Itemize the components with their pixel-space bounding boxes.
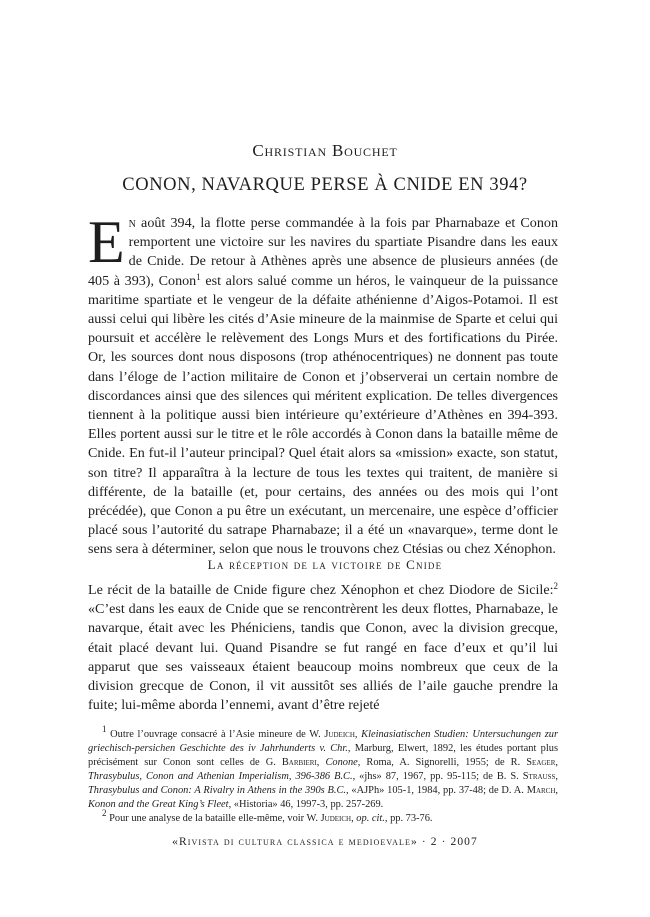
fn-work-title: Thrasybulus, Conon and Athenian Imperialism, 396-386 B.C.: [88, 771, 353, 782]
fn-text: Outre l’ouvrage consacré à l’Asie mineure de W.: [106, 729, 325, 740]
footnote-1: [88, 724, 558, 812]
fn-text: , «AJPh» 105-1, 1984, pp. 37-48; de D. A.: [346, 785, 527, 796]
footnote-mark: 1: [102, 724, 107, 734]
running-footer: «Rivista di cultura classica e medioevale» · 2 · 2007: [172, 836, 478, 848]
fn-text: Pour une analyse de la bataille elle-même, voir W.: [106, 813, 321, 824]
fn-author: Judeich: [324, 729, 355, 740]
fn-text: ,: [354, 729, 362, 740]
fn-author: Strauss: [522, 771, 556, 782]
section-text-a: Le récit de la bataille de Cnide figure chez Xénophon et chez Diodore de Sicile:: [88, 582, 554, 598]
opening-smallcaps: n: [128, 215, 136, 231]
drop-cap: E: [88, 209, 125, 275]
article-title: CONON, NAVARQUE PERSE À CNIDE EN 394?: [122, 175, 528, 195]
footnote-mark: 2: [102, 808, 107, 818]
fn-author: Seager: [526, 757, 556, 768]
fn-text: ,: [555, 757, 558, 768]
fn-text: ,: [351, 813, 357, 824]
fn-text: , pp. 73-76.: [384, 813, 433, 824]
fn-text: , «jhs» 87, 1967, pp. 95-115; de B. S.: [352, 771, 523, 782]
fn-work-title: Thrasybulus and Conon: A Rivalry in Athens in the 390s B.C.: [88, 785, 346, 796]
fn-text: , Roma, A. Signorelli, 1955; de R.: [357, 757, 527, 768]
author-name: Christian Bouchet: [252, 141, 398, 160]
intro-paragraph: [88, 209, 558, 560]
fn-text: ,: [316, 757, 326, 768]
fn-text: , «Historia» 46, 1997-3, pp. 257-269.: [228, 799, 384, 810]
fn-text: , Marburg, Elwert, 1892, les études portant plus précisément sur Conon sont celles de G.: [88, 743, 558, 768]
footnotes: [88, 724, 558, 826]
footnote-2: [88, 808, 558, 826]
fn-work-title: Conone: [325, 757, 358, 768]
fn-text: ,: [555, 771, 558, 782]
fn-author: March: [526, 785, 556, 796]
fn-work-title: op. cit.: [356, 813, 385, 824]
fn-work-title: Kleinasiatischen Studien: Untersuchungen zur griechisch-persichen Geschichte des iv Jahrhunderts v. Chr.: [88, 729, 558, 754]
footnote-ref-2[interactable]: 2: [553, 581, 558, 591]
fn-work-title: Konon and the Great King’s Fleet: [88, 799, 229, 810]
fn-author: Barbieri: [281, 757, 317, 768]
footnote-ref-1[interactable]: 1: [196, 271, 201, 282]
section-text-b: «C’est dans les eaux de Cnide que se rencontrèrent les deux flottes, Pharnabaze, le navarque, était avec les Phéniciens, tandis que Conon, avec la division grecque, était placé devant lui. Quand Pisandre se fut rangé en face d’eux et qu’il lui apparut que ses vaisseaux étaient beaucoup moins nombreux que ceux de la division grecque de Conon, il vit aussitôt ses alliés de l’aile gauche prendre la fuite; lui-même aborda l’ennemi, avant d’être rejeté: [88, 601, 558, 714]
intro-text-b: est alors salué comme un héros, le vainqueur de la puissance maritime spartiate et le vengeur de la défaite athénienne d’Aigos-Potamoi. Il est aussi celui qui libère les cités d’Asie mineure de la mainmise de Sparte et celui qui poursuit et accélère le relèvement des Longs Murs et des fortifications du Pirée. Or, les sources dont nous disposons (trop athénocentriques) ne donnent pas toute dans l’éloge de l’action militaire de Conon et j’observerai un certain nombre de discordances ainsi que des silences qui méritent explication. De telles divergences tiennent à la politique aussi bien intérieure qu’extérieure d’Athènes en 394-393. Elles portent aussi sur le titre et le rôle accordés à Conon dans la bataille même de Cnide. En fut-il l’auteur principal? Quel était alors sa «mission» exacte, son statut, son titre? Il apparaîtra à la lecture de tous les textes qui traitent, de manière si différente, de la bataille (et, pour certains, des années ou des mois qui l’ont précédée), que Conon a pu être un exécutant, un mercenaire, une espèce d’officier placé sous l’autorité du satrape Pharnabaze; il a été un «navarque», terme dont le sens sera à déterminer, selon que nous le trouvons chez Ctésias ou chez Xénophon.: [88, 272, 558, 558]
section-heading: La réception de la victoire de Cnide: [207, 557, 443, 572]
intro-text-a: août 394, la flotte perse commandée à la fois par Pharnabaze et Conon remportent une victoire sur les navires du spartiate Pisandre dans les eaux de Cnide. De retour à Athènes après une absence de plusieurs années (de 405 à 393), Conon: [88, 215, 558, 289]
section-paragraph: [88, 581, 558, 715]
fn-text: ,: [555, 785, 558, 796]
fn-author: Judeich: [320, 813, 352, 824]
